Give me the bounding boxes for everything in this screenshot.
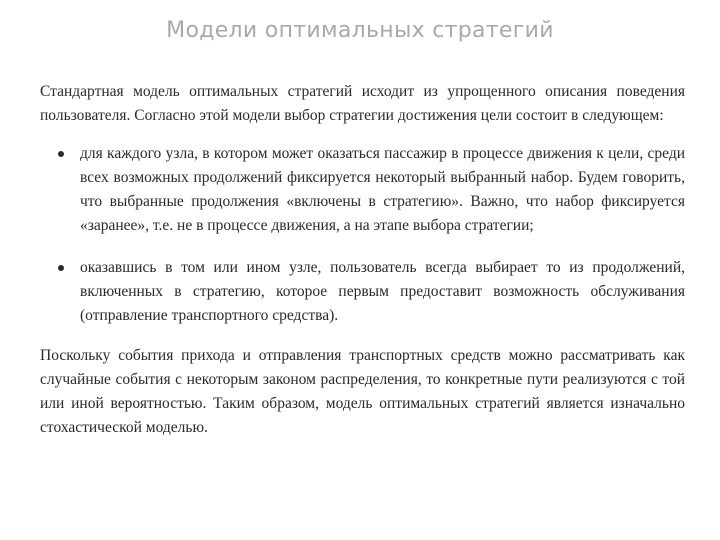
bullet-list (40, 142, 685, 328)
conclusion-paragraph: Поскольку события прихода и отправления транспортных средств можно рассматривать как случайные события с некоторым законом распределения, то конкретные пути реализуются с той или иной вероятностью. Таким образом, модель оптимальных стратегий является изначально стохастической моделью. (40, 347, 685, 436)
bullet-item (40, 256, 685, 328)
bullet-text: оказавшись в том или ином узле, пользователь всегда выбирает то из продолжений, включенных в стратегию, которое первым предоставит возможность обслуживания (отправление транспортного средства). (80, 259, 685, 324)
bullet-dot-icon (58, 151, 64, 157)
bullet-text: для каждого узла, в котором может оказаться пассажир в процессе движения к цели, среди всех возможных продолжений фиксируется некоторый выбранный набор. Будем говорить, что выбранные продолжения «включены в стратегию». Важно, что набор фиксируется «заранее», т.е. не в процессе движения, а на этапе выбора стратегии; (80, 145, 685, 234)
bullet-dot-icon (58, 265, 64, 271)
intro-paragraph: Стандартная модель оптимальных стратегий исходит из упрощенного описания поведения пользователя. Согласно этой модели выбор стратегии достижения цели состоит в следующем: (40, 83, 685, 124)
slide-body (40, 80, 685, 440)
bullet-item (40, 142, 685, 238)
slide-title: Модели оптимальных стратегий (166, 18, 554, 43)
